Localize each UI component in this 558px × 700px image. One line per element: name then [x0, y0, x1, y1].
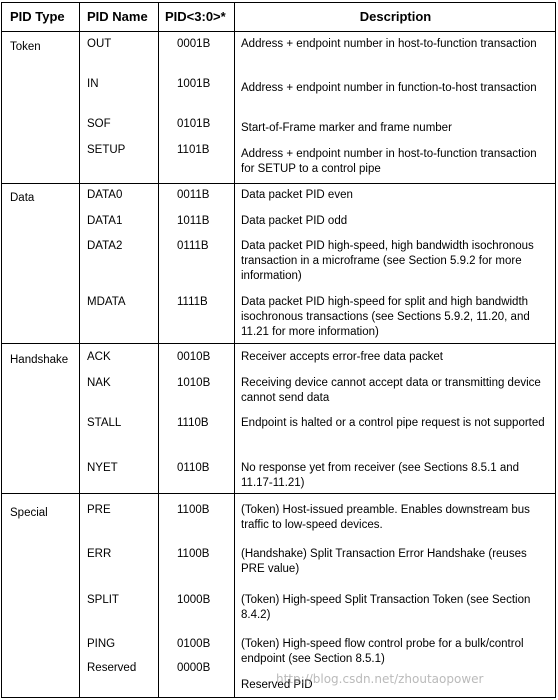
pid-table — [1, 2, 556, 698]
pid-name-cell: OUT — [87, 38, 112, 50]
pid-name-cell: DATA0 — [87, 189, 123, 201]
description-cell: (Token) High-speed flow control probe for a bulk/control endpoint (see Section 8.5.1) — [241, 638, 524, 665]
description-cell: Start-of-Frame marker and frame number — [241, 122, 452, 134]
pid-name-cell: DATA2 — [87, 240, 123, 252]
pid-code-cell: 1101B — [177, 144, 210, 156]
group-type-handshake: Handshake — [10, 354, 69, 366]
description-cell: Endpoint is halted or a control pipe request is not supported — [241, 417, 545, 429]
description-cell: Data packet PID high-speed, high bandwidth isochronous transaction in a microframe (see Section 5.9.2 for more information) — [241, 240, 534, 282]
description-cell: Reserved PID — [241, 679, 313, 691]
pid-name-cell: NYET — [87, 462, 118, 474]
pid-code-cell: 1011B — [177, 215, 210, 227]
pid-code-cell: 1110B — [177, 417, 209, 429]
pid-name-cell: MDATA — [87, 296, 126, 308]
group-type-token: Token — [10, 41, 41, 53]
header-description: Description — [359, 9, 432, 24]
pid-code-cell: 0010B — [177, 351, 211, 363]
description-cell: Receiver accepts error-free data packet — [241, 351, 443, 363]
pid-code-cell: 1100B — [177, 504, 210, 516]
pid-name-cell: SOF — [87, 118, 111, 130]
description-cell: Data packet PID odd — [241, 215, 348, 227]
group-type-special: Special — [10, 507, 48, 519]
pid-name-cell: PRE — [87, 504, 111, 516]
header-pid-code: PID<3:0>* — [165, 9, 226, 24]
description-cell: (Token) Host-issued preamble. Enables downstream bus traffic to low-speed devices. — [241, 504, 530, 531]
description-cell: Data packet PID high-speed for split and high bandwidth isochronous transactions (see Sections 5.9.2, 11.20, and 11.21 for more information) — [241, 296, 530, 338]
pid-code-cell: 0011B — [177, 189, 210, 201]
pid-name-cell: SETUP — [87, 144, 126, 156]
description-cell: Address + endpoint number in host-to-function transaction for SETUP to a control pipe — [241, 148, 537, 175]
watermark-url: http://blog.csdn.net/zhoutaopower — [276, 672, 484, 686]
description-cell: Receiving device cannot accept data or transmitting device cannot send data — [241, 377, 541, 404]
pid-name-cell: NAK — [87, 377, 111, 389]
group-divider — [2, 183, 555, 184]
pid-name-cell: STALL — [87, 417, 122, 429]
pid-name-cell: SPLIT — [87, 594, 119, 606]
description-cell: No response yet from receiver (see Sections 8.5.1 and 11.17-11.21) — [241, 462, 520, 489]
col-divider — [158, 3, 159, 697]
pid-code-cell: 1001B — [177, 78, 211, 90]
pid-code-cell: 0111B — [177, 240, 209, 252]
pid-code-cell: 1111B — [177, 296, 208, 308]
pid-code-cell: 0110B — [177, 462, 210, 474]
pid-name-cell: PING — [87, 638, 116, 650]
pid-code-cell: 0100B — [177, 638, 211, 650]
header-divider — [2, 31, 555, 32]
group-divider — [2, 343, 555, 344]
col-divider — [79, 3, 80, 697]
pid-code-cell: 0001B — [177, 38, 211, 50]
pid-name-cell: IN — [87, 78, 99, 90]
pid-name-cell: ACK — [87, 351, 111, 363]
description-cell: (Token) High-speed Split Transaction Token (see Section 8.4.2) — [241, 594, 531, 621]
pid-name-cell: Reserved — [87, 662, 137, 674]
pid-code-cell: 0101B — [177, 118, 211, 130]
description-cell: Address + endpoint number in host-to-function transaction — [241, 38, 537, 50]
pid-name-cell: ERR — [87, 548, 112, 560]
description-cell: (Handshake) Split Transaction Error Handshake (reuses PRE value) — [241, 548, 527, 575]
header-pid-name: PID Name — [87, 9, 148, 24]
pid-code-cell: 1000B — [177, 594, 211, 606]
description-cell: Data packet PID even — [241, 189, 353, 201]
pid-code-cell: 0000B — [177, 662, 211, 674]
group-divider — [2, 493, 555, 494]
group-type-data: Data — [10, 192, 35, 204]
pid-name-cell: DATA1 — [87, 215, 123, 227]
col-divider — [234, 3, 235, 697]
pid-code-cell: 1010B — [177, 377, 211, 389]
header-pid-type: PID Type — [10, 9, 65, 24]
pid-code-cell: 1100B — [177, 548, 210, 560]
description-cell: Address + endpoint number in function-to-host transaction — [241, 82, 537, 94]
